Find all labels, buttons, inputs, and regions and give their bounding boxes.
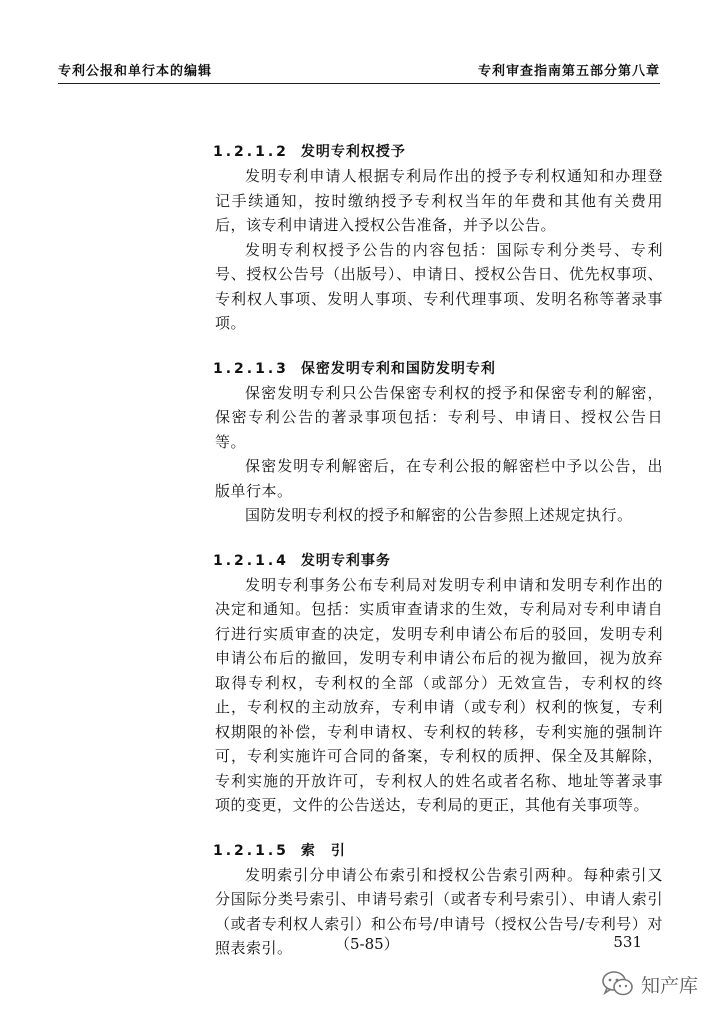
- page-footer: [0, 933, 720, 957]
- section-number: 1.2.1.4: [213, 552, 289, 569]
- page-number: 531: [613, 933, 642, 951]
- paragraph: 发明专利申请人根据专利局作出的授予专利权通知和办理登记手续通知，按时缴纳授予专利权当年的年费和其他有关费用后，该专利申请进入授权公告准备，并予以公告。: [215, 167, 663, 234]
- watermark-text: 知产库: [640, 974, 698, 997]
- header-guide-title: 专利审查指南第五部分第八章: [477, 64, 660, 79]
- section-title: 发明专利事务: [300, 552, 391, 569]
- paragraph: 发明专利事务公布专利局对发明专利申请和发明专利作出的决定和通知。包括：实质审查请求的生效，专利局对专利申请自行进行实质审查的决定，发明专利申请公布后的驳回，发明专利申请公布后的撤回，发明专利申请公布后的视为撤回，视为放弃取得专利权，专利权的全部（或部分）无效宣告，专利权的终止，专利权的主动放弃，专利申请（或专利）权利的恢复，专利权期限的补偿，专利申请权、专利权的转移，专利实施的强制许可，专利实施许可合同的备案，专利权的质押、保全及其解除，专利实施的开放许可，专利权人的姓名或者名称、地址等著录事项的变更，文件的公告送达，专利局的更正，其他有关事项等。: [215, 575, 663, 814]
- watermark: [601, 966, 698, 1002]
- section-heading: [213, 140, 663, 164]
- section-page-number: （5-85）: [335, 935, 399, 953]
- section-number: 1.2.1.3: [213, 360, 289, 377]
- section-1-2-1-2: [215, 140, 663, 336]
- section-heading: [213, 839, 663, 863]
- paragraph: 发明专利权授予公告的内容包括：国际专利分类号、专利号、授权公告号（出版号）、申请日、授权公告日、优先权事项、专利权人事项、发明人事项、专利代理事项、发明名称等著录事项。: [215, 240, 663, 332]
- running-header: [58, 55, 660, 84]
- section-1-2-1-3: [215, 357, 663, 528]
- section-title: 索 引: [300, 842, 346, 859]
- section-heading: [213, 549, 663, 573]
- paragraph: 发明索引分申请公布索引和授权公告索引两种。每种索引又分国际分类号索引、申请号索引（或者专利号索引）、申请人索引（或者专利权人索引）和公布号/申请号（授权公告号/专利号）对照表索引。: [215, 865, 663, 957]
- header-chapter-title: 专利公报和单行本的编辑: [58, 64, 213, 79]
- section-title: 发明专利权授予: [300, 144, 406, 160]
- section-number: 1.2.1.2: [213, 144, 289, 160]
- wechat-icon: [601, 969, 635, 999]
- page-body: [215, 140, 663, 982]
- section-heading: [213, 357, 663, 381]
- paragraph: 保密发明专利只公告保密专利权的授予和保密专利的解密，保密专利公告的著录事项包括：专利号、申请日、授权公告日等。: [215, 383, 663, 451]
- paragraph: 保密发明专利解密后，在专利公报的解密栏中予以公告，出版单行本。: [215, 457, 663, 500]
- section-title: 保密发明专利和国防发明专利: [300, 360, 496, 377]
- paragraph: 国防发明专利权的授予和解密的公告参照上述规定执行。: [245, 506, 633, 524]
- section-1-2-1-4: [215, 549, 663, 818]
- section-number: 1.2.1.5: [213, 842, 289, 859]
